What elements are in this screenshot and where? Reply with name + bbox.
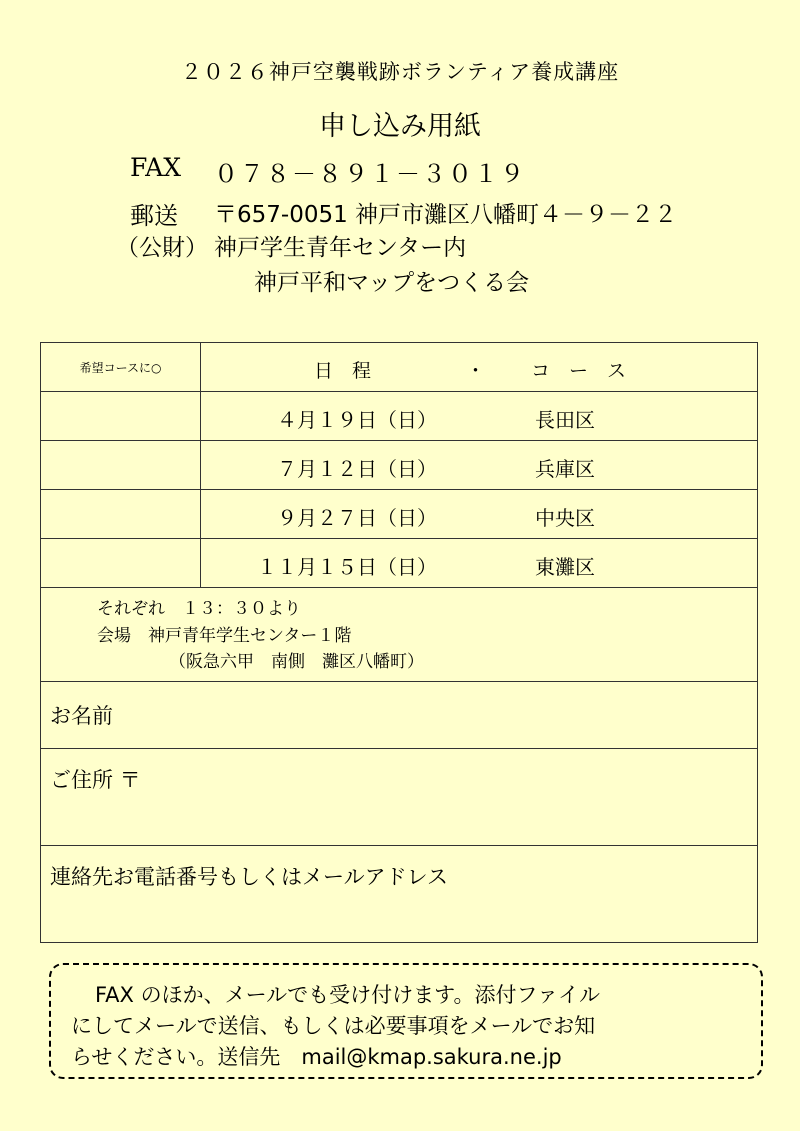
- choice-cell[interactable]: [41, 441, 201, 490]
- contact-label: 連絡先お電話番号もしくはメールアドレス: [50, 865, 448, 889]
- schedule-date: １１月１５日（日）: [257, 555, 437, 579]
- note-box: [49, 963, 763, 1079]
- session-time: それぞれ １３：３０より: [97, 599, 301, 619]
- schedule-date: ７月１２日（日）: [277, 457, 437, 481]
- session-info: [41, 588, 758, 682]
- org-name-2: 神戸平和マップをつくる会: [254, 270, 530, 296]
- schedule-row: [41, 490, 758, 539]
- schedule-row: [41, 539, 758, 588]
- address-label: ご住所 〒: [50, 768, 141, 792]
- name-label: お名前: [50, 704, 113, 728]
- schedule-ward: 長田区: [535, 408, 595, 432]
- schedule-table: [40, 342, 758, 943]
- org-prefix: （公財）: [116, 235, 208, 261]
- course-header-label: コ ー ス: [531, 360, 627, 382]
- mail-address: 〒657-0051 神戸市灘区八幡町４－９－２２: [214, 202, 678, 228]
- schedule-column-header: [201, 343, 758, 392]
- org-name: 神戸学生青年センター内: [214, 235, 467, 261]
- header-separator-dot: ・: [466, 360, 486, 382]
- schedule-ward: 東灘区: [535, 555, 595, 579]
- name-field[interactable]: [41, 682, 758, 749]
- choice-cell[interactable]: [41, 539, 201, 588]
- note-line-3: らせください。送信先 mail@kmap.sakura.ne.jp: [71, 1045, 562, 1069]
- choice-cell[interactable]: [41, 490, 201, 539]
- date-header-label: 日 程: [314, 360, 372, 382]
- course-title: ２０２６神戸空襲戦跡ボランティア養成講座: [180, 60, 620, 84]
- form-title: 申し込み用紙: [319, 111, 481, 142]
- session-access: （阪急六甲 南側 灘区八幡町）: [169, 652, 424, 672]
- choice-column-header: 希望コースに○: [41, 343, 201, 392]
- schedule-row: [41, 392, 758, 441]
- schedule-date: ９月２７日（日）: [277, 506, 437, 530]
- choice-cell[interactable]: [41, 392, 201, 441]
- fax-number: ０７８－８９１－３０１９: [214, 160, 526, 188]
- fax-label: FAX: [130, 153, 182, 182]
- session-venue: 会場 神戸青年学生センター１階: [97, 626, 352, 646]
- note-line-1: FAX のほか、メールでも受け付けます。添付ファイル: [95, 983, 601, 1007]
- schedule-row: [41, 441, 758, 490]
- schedule-ward: 中央区: [535, 506, 595, 530]
- contact-field[interactable]: [41, 846, 758, 943]
- mail-label: 郵送: [130, 202, 178, 230]
- schedule-ward: 兵庫区: [535, 457, 595, 481]
- schedule-date: ４月１９日（日）: [277, 408, 437, 432]
- address-field[interactable]: [41, 749, 758, 846]
- note-line-2: にしてメールで送信、もしくは必要事項をメールでお知: [71, 1014, 596, 1038]
